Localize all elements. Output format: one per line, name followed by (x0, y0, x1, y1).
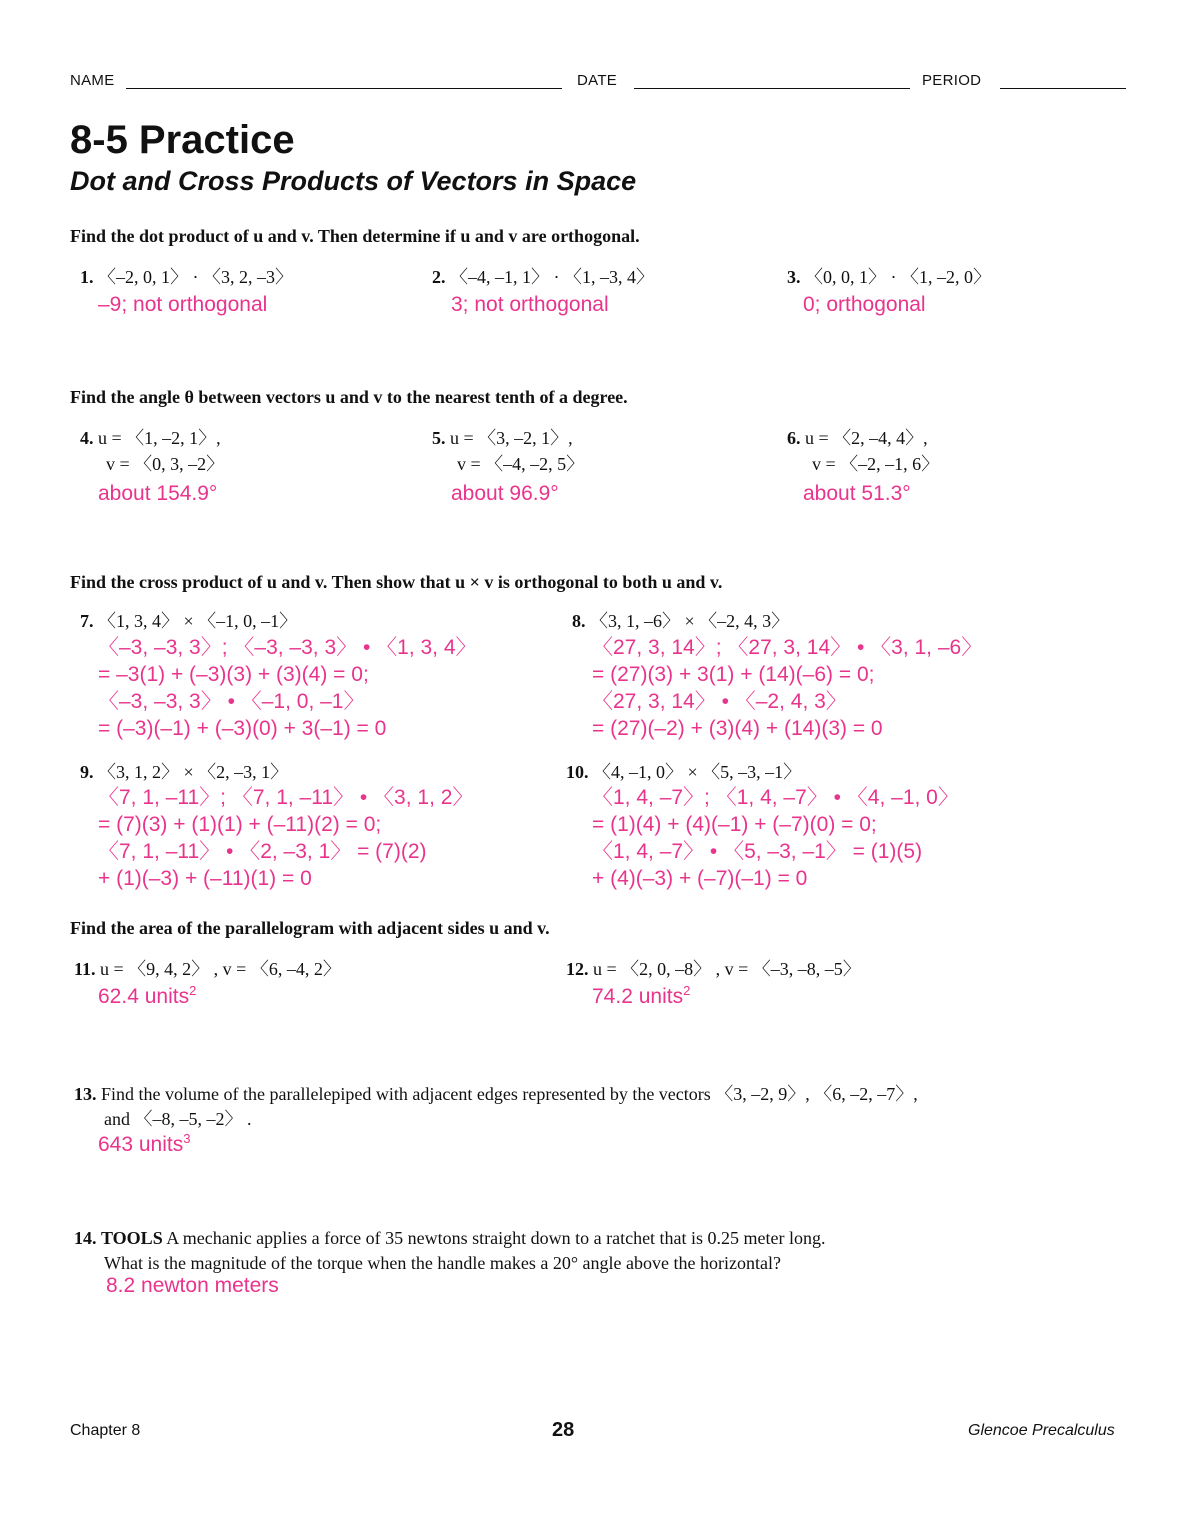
problem-12: 12. u = 〈2, 0, –8〉 , v = 〈–3, –8, –5〉 (566, 959, 861, 979)
period-label: PERIOD (922, 72, 982, 89)
problem-10: 10. 〈4, –1, 0〉 × 〈5, –3, –1〉 (566, 762, 802, 782)
problem-4-line2: v = 〈0, 3, –2〉 (106, 454, 225, 474)
name-label: NAME (70, 72, 115, 89)
problem-14-line2: What is the magnitude of the torque when the handle makes a 20° angle above the horizontal? (104, 1253, 781, 1273)
answer-2: 3; not orthogonal (451, 293, 609, 316)
problem-9: 9. 〈3, 1, 2〉 × 〈2, –3, 1〉 (80, 762, 289, 782)
answer-7: 〈–3, –3, 3〉; 〈–3, –3, 3〉 • 〈1, 3, 4〉 = –3(1) + (–3)(3) + (3)(4) = 0; 〈–3, –3, 3〉 • 〈–1, 0, –1〉 = (–3)(–1) + (–3)(0) + 3(–1) = 0 (98, 636, 477, 740)
footer-page-number: 28 (552, 1419, 575, 1441)
instruction-dot-product: Find the dot product of u and v. Then determine if u and v are orthogonal. (70, 226, 640, 246)
problem-5: 5. u = 〈3, –2, 1〉, (432, 428, 573, 448)
date-label: DATE (577, 72, 618, 89)
footer-book-title: Glencoe Precalculus (968, 1422, 1115, 1439)
answer-6: about 51.3° (803, 482, 911, 505)
page-title: 8-5 Practice (70, 118, 295, 162)
problem-2: 2. 〈–4, –1, 1〉 · 〈1, –3, 4〉 (432, 267, 654, 287)
name-field[interactable] (126, 88, 562, 89)
instruction-cross-product: Find the cross product of u and v. Then show that u × v is orthogonal to both u and v. (70, 572, 723, 592)
date-field[interactable] (634, 88, 910, 89)
problem-6-line2: v = 〈–2, –1, 6〉 (812, 454, 940, 474)
answer-5: about 96.9° (451, 482, 559, 505)
problem-6: 6. u = 〈2, –4, 4〉, (787, 428, 928, 448)
page-subtitle: Dot and Cross Products of Vectors in Space (70, 166, 637, 196)
period-field[interactable] (1000, 88, 1126, 89)
answer-14: 8.2 newton meters (106, 1274, 279, 1297)
problem-13: 13. Find the volume of the parallelepiped with adjacent edges represented by the vectors 〈3, –2, 9〉, 〈6, –2, –7〉, (74, 1084, 918, 1104)
answer-10: 〈1, 4, –7〉; 〈1, 4, –7〉 • 〈4, –1, 0〉 = (1)(4) + (4)(–1) + (–7)(0) = 0; 〈1, 4, –7〉 • 〈5, –3, –1〉 = (1)(5) + (4)(–3) + (–7)(–1) = 0 (592, 786, 959, 890)
answer-11: 62.4 units$^2$ (98, 983, 197, 1008)
answer-3: 0; orthogonal (803, 293, 926, 316)
answer-9: 〈7, 1, –11〉; 〈7, 1, –11〉 • 〈3, 1, 2〉 = (7)(3) + (1)(1) + (–11)(2) = 0; 〈7, 1, –11〉 • 〈2, –3, 1〉 = (7)(2) + (1)(–3) + (–11)(1) = 0 (98, 786, 474, 890)
problem-11: 11. u = 〈9, 4, 2〉 , v = 〈6, –4, 2〉 (74, 959, 341, 979)
answer-4: about 154.9° (98, 482, 218, 505)
problem-7: 7. 〈1, 3, 4〉 × 〈–1, 0, –1〉 (80, 611, 298, 631)
problem-14: 14. TOOLS A mechanic applies a force of 35 newtons straight down to a ratchet that is 0.25 meter long. (74, 1228, 826, 1248)
problem-13-line2: and 〈–8, –5, –2〉 . (104, 1109, 252, 1129)
problem-3: 3. 〈0, 0, 1〉 · 〈1, –2, 0〉 (787, 267, 991, 287)
instruction-angle: Find the angle θ between vectors u and v to the nearest tenth of a degree. (70, 387, 628, 407)
problem-8: 8. 〈3, 1, –6〉 × 〈–2, 4, 3〉 (572, 611, 790, 631)
answer-13: 643 units$^3$ (98, 1131, 191, 1156)
problem-5-line2: v = 〈–4, –2, 5〉 (457, 454, 585, 474)
instruction-area: Find the area of the parallelogram with adjacent sides u and v. (70, 918, 550, 938)
problem-4: 4. u = 〈1, –2, 1〉, (80, 428, 221, 448)
answer-12: 74.2 units$^2$ (592, 983, 691, 1008)
answer-1: –9; not orthogonal (98, 293, 268, 316)
problem-1: 1. 〈–2, 0, 1〉 · 〈3, 2, –3〉 (80, 267, 293, 287)
answer-8: 〈27, 3, 14〉; 〈27, 3, 14〉 • 〈3, 1, –6〉 = (27)(3) + 3(1) + (14)(–6) = 0; 〈27, 3, 14〉 • 〈–2, 4, 3〉 = (27)(–2) + (3)(4) + (14)(3) = 0 (592, 636, 983, 740)
footer-chapter: Chapter 8 (70, 1422, 141, 1439)
